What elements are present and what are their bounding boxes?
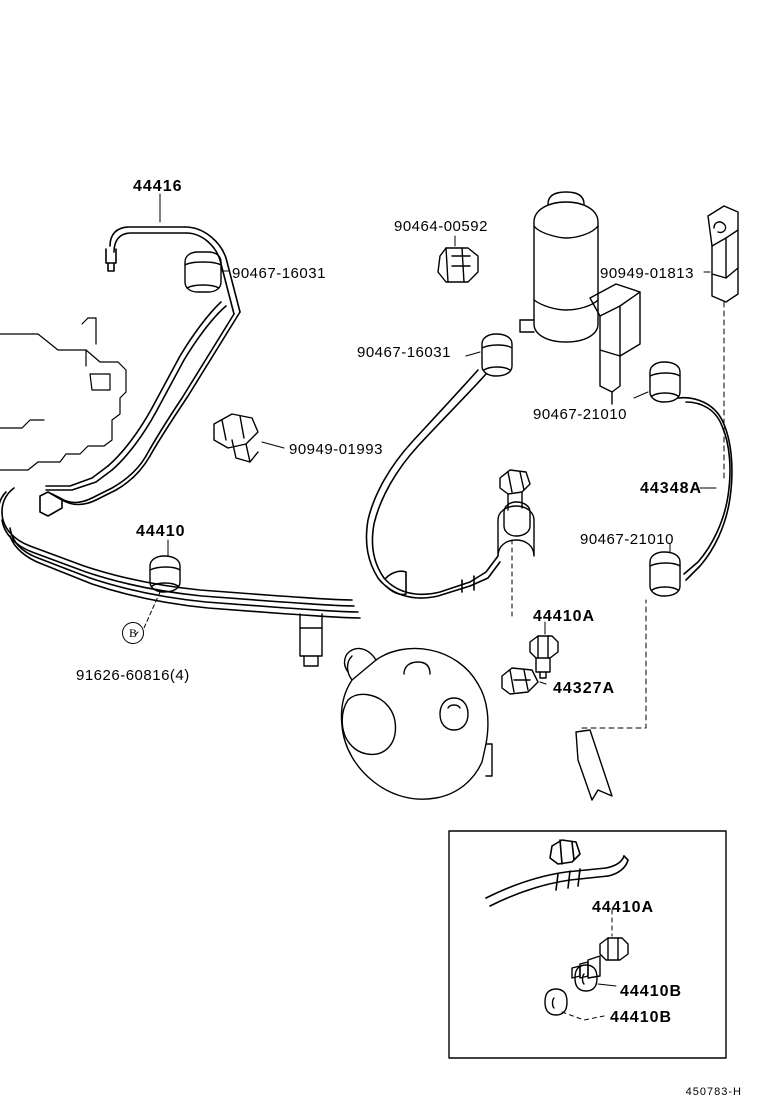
- part-90467-21010-clamp-upper: [650, 362, 680, 402]
- part-44410-lower-rails: [0, 488, 360, 618]
- part-90467-16031-clamp-mid: [482, 334, 512, 376]
- label-90467-16031-upper: 90467-16031: [232, 265, 326, 282]
- label-90467-16031-mid: 90467-16031: [357, 344, 451, 361]
- part-44410A-bolt: [530, 636, 558, 678]
- part-pump-housing: [341, 648, 492, 799]
- part-reservoir-tank: [520, 192, 598, 342]
- label-44416: 44416: [133, 178, 183, 195]
- label-91626-60816: 91626-60816(4): [76, 667, 190, 684]
- leader-44327A: [540, 682, 546, 684]
- label-44410A-main: 44410A: [533, 608, 596, 625]
- part-44410-tube-second: [46, 302, 226, 490]
- part-bracket-lower: [300, 614, 322, 666]
- callout-circle-b: B: [122, 622, 144, 644]
- inset-pointer-arrow: [576, 730, 612, 800]
- part-44416-tube: [106, 227, 240, 314]
- label-44410: 44410: [136, 523, 186, 540]
- inset-part-44410B-washer-1: [575, 965, 597, 991]
- part-90467-21010-clamp-lower: [650, 552, 680, 596]
- label-44348A: 44348A: [640, 480, 703, 497]
- part-44410A-fitting-mid: [498, 470, 534, 556]
- diagram-footer-code: 450783-H: [685, 1086, 742, 1098]
- inset-box-frame: [449, 831, 726, 1058]
- engine-contour: [0, 318, 126, 470]
- part-right-bracket: [708, 206, 738, 302]
- label-44327A: 44327A: [553, 680, 616, 697]
- part-90464-00592-clip: [438, 248, 478, 282]
- part-mid-hose: [366, 370, 500, 598]
- label-90467-21010-lower: 90467-21010: [580, 531, 674, 548]
- part-44327A-clip: [502, 668, 538, 694]
- inset-hose: [486, 840, 628, 906]
- leader-90467-21010-upper: [634, 392, 648, 398]
- part-90467-16031-clamp-upper: [185, 252, 221, 292]
- inset-part-44410A-bolt: [572, 938, 628, 978]
- label-44410B-second: 44410B: [610, 1009, 673, 1026]
- label-90464-00592: 90464-00592: [394, 218, 488, 235]
- label-90949-01813: 90949-01813: [600, 265, 694, 282]
- inset-part-44410B-washer-2: [545, 989, 567, 1015]
- leader-inset-44410B-1: [598, 984, 616, 986]
- label-90467-21010-upper: 90467-21010: [533, 406, 627, 423]
- part-90949-01993-clip: [214, 414, 258, 462]
- label-44410A-inset: 44410A: [592, 899, 655, 916]
- leader-90467-16031-mid: [466, 352, 480, 356]
- leader-inset-44410B-2: [562, 1012, 604, 1020]
- label-90949-01993: 90949-01993: [289, 441, 383, 458]
- label-44410B-first: 44410B: [620, 983, 683, 1000]
- leader-90949-01993: [262, 442, 284, 448]
